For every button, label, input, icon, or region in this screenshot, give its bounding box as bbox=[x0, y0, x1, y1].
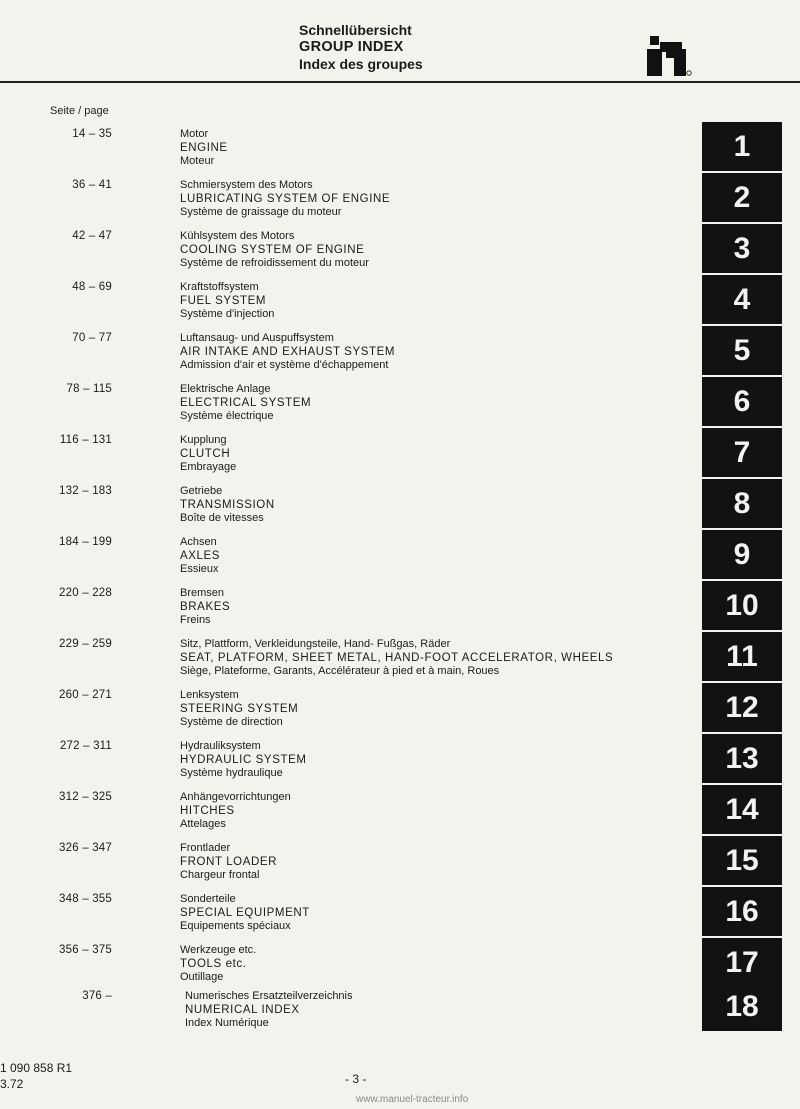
group-description bbox=[180, 944, 256, 985]
group-tab[interactable]: 1 bbox=[702, 122, 782, 171]
group-name-en: NUMERICAL INDEX bbox=[185, 1003, 300, 1016]
page-column-label: Seite / page bbox=[50, 105, 109, 117]
group-description bbox=[180, 332, 395, 373]
group-tab[interactable]: 13 bbox=[702, 734, 782, 783]
group-name-en: AIR INTAKE AND EXHAUST SYSTEM bbox=[180, 345, 396, 358]
document-date: 3.72 bbox=[0, 1077, 24, 1091]
group-name-fr: Index Numérique bbox=[185, 1017, 269, 1029]
group-description bbox=[180, 128, 228, 169]
group-description bbox=[180, 485, 275, 526]
group-name-fr: Essieux bbox=[180, 563, 219, 575]
page-range: 356 – 375 bbox=[59, 944, 112, 956]
group-name-fr: Système électrique bbox=[180, 410, 274, 422]
group-name-de: Sitz, Plattform, Verkleidungsteile, Hand- Fußgas, Räder bbox=[180, 638, 451, 650]
group-name-de: Numerisches Ersatzteilverzeichnis bbox=[185, 990, 353, 1002]
group-tab[interactable]: 15 bbox=[702, 836, 782, 885]
ih-logo-icon bbox=[644, 36, 692, 78]
group-row bbox=[0, 887, 800, 939]
group-name-en: SEAT, PLATFORM, SHEET METAL, HAND-FOOT ACCELERATOR, WHEELS bbox=[180, 651, 614, 664]
group-name-fr: Boîte de vitesses bbox=[180, 512, 264, 524]
group-name-fr: Chargeur frontal bbox=[180, 869, 260, 881]
group-name-fr: Admission d'air et système d'échappement bbox=[180, 359, 389, 371]
group-row bbox=[0, 122, 800, 174]
group-name-de: Motor bbox=[180, 128, 209, 140]
group-name-en: CLUTCH bbox=[180, 447, 231, 460]
group-name-fr: Freins bbox=[180, 614, 211, 626]
group-row bbox=[0, 326, 800, 378]
page-range: 14 – 35 bbox=[72, 128, 112, 140]
group-description bbox=[180, 689, 298, 730]
page-range: 132 – 183 bbox=[59, 485, 112, 497]
group-name-fr: Système d'injection bbox=[180, 308, 275, 320]
group-row bbox=[0, 224, 800, 276]
group-description bbox=[180, 791, 291, 832]
document-info bbox=[0, 1060, 72, 1092]
group-name-en: TRANSMISSION bbox=[180, 498, 275, 511]
group-description bbox=[180, 842, 277, 883]
group-name-de: Sonderteile bbox=[180, 893, 236, 905]
page-range: 376 – bbox=[82, 990, 112, 1002]
group-tab[interactable]: 14 bbox=[702, 785, 782, 834]
page-range: 70 – 77 bbox=[72, 332, 112, 344]
group-name-fr: Equipements spéciaux bbox=[180, 920, 291, 932]
group-description bbox=[180, 383, 311, 424]
group-name-en: FUEL SYSTEM bbox=[180, 294, 267, 307]
group-row bbox=[0, 530, 800, 582]
page-range: 229 – 259 bbox=[59, 638, 112, 650]
group-tab[interactable]: 5 bbox=[702, 326, 782, 375]
group-description bbox=[180, 281, 274, 322]
group-row bbox=[0, 377, 800, 429]
group-tab[interactable]: 11 bbox=[702, 632, 782, 681]
group-name-en: FRONT LOADER bbox=[180, 855, 278, 868]
group-row bbox=[0, 428, 800, 480]
page-range: 42 – 47 bbox=[72, 230, 112, 242]
group-name-fr: Système hydraulique bbox=[180, 767, 283, 779]
group-description bbox=[180, 434, 236, 475]
group-description bbox=[180, 893, 310, 934]
group-name-en: COOLING SYSTEM OF ENGINE bbox=[180, 243, 365, 256]
group-name-en: SPECIAL EQUIPMENT bbox=[180, 906, 310, 919]
group-name-en: STEERING SYSTEM bbox=[180, 702, 299, 715]
group-name-en: BRAKES bbox=[180, 600, 231, 613]
group-name-fr: Outillage bbox=[180, 971, 224, 983]
group-name-fr: Système de refroidissement du moteur bbox=[180, 257, 369, 269]
group-name-de: Getriebe bbox=[180, 485, 223, 497]
page-range: 348 – 355 bbox=[59, 893, 112, 905]
header-divider bbox=[0, 81, 800, 83]
group-name-de: Hydrauliksystem bbox=[180, 740, 261, 752]
document-number: 1 090 858 R1 bbox=[0, 1061, 73, 1075]
page-range: 184 – 199 bbox=[59, 536, 112, 548]
group-row bbox=[0, 683, 800, 735]
group-name-de: Lenksystem bbox=[180, 689, 239, 701]
group-name-de: Luftansaug- und Auspuffsystem bbox=[180, 332, 334, 344]
group-name-fr: Système de direction bbox=[180, 716, 283, 728]
group-tab[interactable]: 10 bbox=[702, 581, 782, 630]
page-range: 326 – 347 bbox=[59, 842, 112, 854]
watermark: www.manuel-tracteur.info bbox=[356, 1094, 469, 1105]
title-french: Index des groupes bbox=[299, 56, 423, 72]
group-name-de: Anhängevorrichtungen bbox=[180, 791, 291, 803]
title-english: GROUP INDEX bbox=[299, 39, 404, 55]
group-tab[interactable]: 9 bbox=[702, 530, 782, 579]
group-tab[interactable]: 12 bbox=[702, 683, 782, 732]
group-tab[interactable]: 3 bbox=[702, 224, 782, 273]
group-name-en: TOOLS etc. bbox=[180, 957, 247, 970]
group-row bbox=[0, 836, 800, 888]
group-tab[interactable]: 6 bbox=[702, 377, 782, 426]
group-name-en: HITCHES bbox=[180, 804, 235, 817]
group-name-en: HYDRAULIC SYSTEM bbox=[180, 753, 307, 766]
group-row bbox=[0, 982, 800, 1034]
group-name-fr: Attelages bbox=[180, 818, 226, 830]
group-description bbox=[180, 179, 390, 220]
group-name-en: AXLES bbox=[180, 549, 221, 562]
group-name-de: Bremsen bbox=[180, 587, 225, 599]
group-name-de: Werkzeuge etc. bbox=[180, 944, 257, 956]
group-row bbox=[0, 275, 800, 327]
title-german: Schnellübersicht bbox=[299, 22, 412, 38]
group-name-de: Elektrische Anlage bbox=[180, 383, 271, 395]
group-tab[interactable]: 8 bbox=[702, 479, 782, 528]
group-description bbox=[180, 536, 220, 577]
group-tab[interactable]: 16 bbox=[702, 887, 782, 936]
group-description bbox=[185, 990, 353, 1031]
group-name-en: ENGINE bbox=[180, 141, 228, 154]
group-name-de: Kupplung bbox=[180, 434, 227, 446]
group-name-fr: Embrayage bbox=[180, 461, 237, 473]
page-range: 272 – 311 bbox=[59, 740, 112, 752]
group-row bbox=[0, 479, 800, 531]
group-description bbox=[180, 587, 230, 628]
page-range: 260 – 271 bbox=[59, 689, 112, 701]
page-range: 48 – 69 bbox=[72, 281, 112, 293]
group-tab[interactable]: 18 bbox=[702, 982, 782, 1031]
group-row bbox=[0, 632, 800, 684]
group-description bbox=[180, 638, 613, 679]
group-tab[interactable]: 2 bbox=[702, 173, 782, 222]
group-name-fr: Siège, Plateforme, Garants, Accélérateur à pied et à main, Roues bbox=[180, 665, 500, 677]
group-name-en: LUBRICATING SYSTEM OF ENGINE bbox=[180, 192, 391, 205]
group-name-fr: Système de graissage du moteur bbox=[180, 206, 342, 218]
page-range: 78 – 115 bbox=[66, 383, 112, 395]
group-name-de: Frontlader bbox=[180, 842, 231, 854]
page-number: - 3 - bbox=[345, 1072, 367, 1086]
page-range: 116 – 131 bbox=[59, 434, 112, 446]
group-tab[interactable]: 4 bbox=[702, 275, 782, 324]
page-range: 220 – 228 bbox=[59, 587, 112, 599]
group-row bbox=[0, 173, 800, 225]
page-range: 36 – 41 bbox=[72, 179, 112, 191]
group-tab[interactable]: 7 bbox=[702, 428, 782, 477]
group-row bbox=[0, 581, 800, 633]
group-name-de: Schmiersystem des Motors bbox=[180, 179, 313, 191]
group-name-de: Kühlsystem des Motors bbox=[180, 230, 295, 242]
group-name-fr: Moteur bbox=[180, 155, 215, 167]
group-row bbox=[0, 785, 800, 837]
group-name-en: ELECTRICAL SYSTEM bbox=[180, 396, 312, 409]
group-name-de: Kraftstoffsystem bbox=[180, 281, 259, 293]
page-title bbox=[299, 22, 423, 73]
group-name-de: Achsen bbox=[180, 536, 217, 548]
group-description bbox=[180, 740, 307, 781]
page-range: 312 – 325 bbox=[59, 791, 112, 803]
group-tab[interactable]: 17 bbox=[702, 938, 782, 987]
group-row bbox=[0, 734, 800, 786]
group-description bbox=[180, 230, 369, 271]
